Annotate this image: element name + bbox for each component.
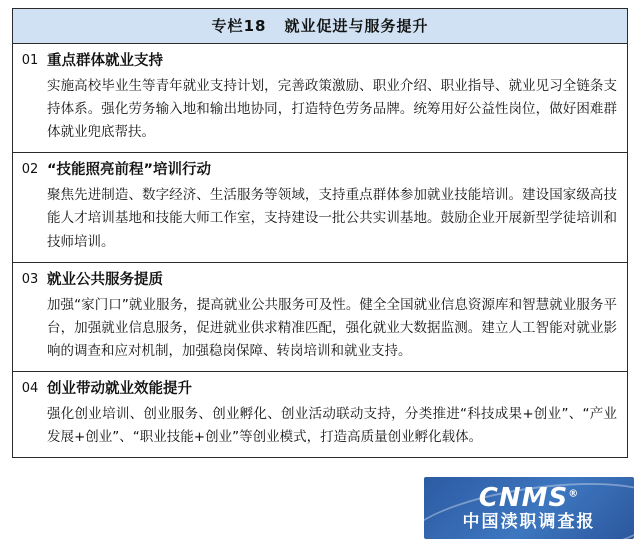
box-title-name: 就业促进与服务提升 [284, 17, 429, 35]
item-body [47, 153, 627, 261]
box-title-label: 专栏 [211, 17, 244, 35]
box-title [13, 9, 627, 44]
table-row [13, 372, 627, 457]
item-number: 04 [21, 381, 39, 397]
item-number: 01 [21, 53, 39, 68]
item-heading: 创业带动就业效能提升 [47, 381, 192, 398]
watermark-logo-text: CNMS [478, 483, 569, 513]
item-text: 强化创业培训、创业服务、创业孵化、创业活动联动支持，分类推进“科技成果+创业”、“产业发展+创业”、“职业技能+创业”等创业模式，打造高质量创业孵化载体。 [47, 405, 617, 446]
table-row [13, 153, 627, 262]
item-heading: “技能照亮前程”培训行动 [47, 162, 212, 179]
feature-box [12, 8, 628, 458]
item-body [47, 44, 627, 152]
item-body [47, 372, 627, 457]
item-heading: 就业公共服务提质 [47, 271, 163, 288]
table-row [13, 44, 627, 153]
watermark-logo [479, 485, 579, 511]
item-body [47, 263, 627, 371]
box-title-number: 18 [243, 17, 267, 35]
watermark-name: 中国渎职调查报 [462, 512, 596, 532]
item-number: 03 [21, 271, 39, 287]
table-row [13, 263, 627, 372]
item-text: 实施高校毕业生等青年就业支持计划，完善政策激励、职业介绍、职业指导、就业见习全链条支持体系。强化劳务输入地和输出地协同，打造特色劳务品牌。统筹用好公益性岗位，做好困难群体就业兜底帮扶。 [47, 77, 617, 141]
item-number: 02 [21, 162, 39, 178]
item-text: 聚焦先进制造、数字经济、生活服务等领域，支持重点群体参加就业技能培训。建设国家级高技能人才培训基地和技能大师工作室，支持建设一批公共实训基地。鼓励企业开展新型学徒培训和技师培训。 [47, 187, 617, 250]
item-text: 加强“家门口”就业服务，提高就业公共服务可及性。健全全国就业信息资源库和智慧就业服务平台，加强就业信息服务，促进就业供求精准匹配，强化就业大数据监测。建立人工智能对就业影响的调查和应对机制，加强稳岗保障、转岗培训和就业支持。 [47, 296, 617, 359]
item-heading: 重点群体就业支持 [47, 53, 163, 69]
watermark [424, 477, 634, 539]
registered-mark-icon: ® [568, 488, 580, 500]
